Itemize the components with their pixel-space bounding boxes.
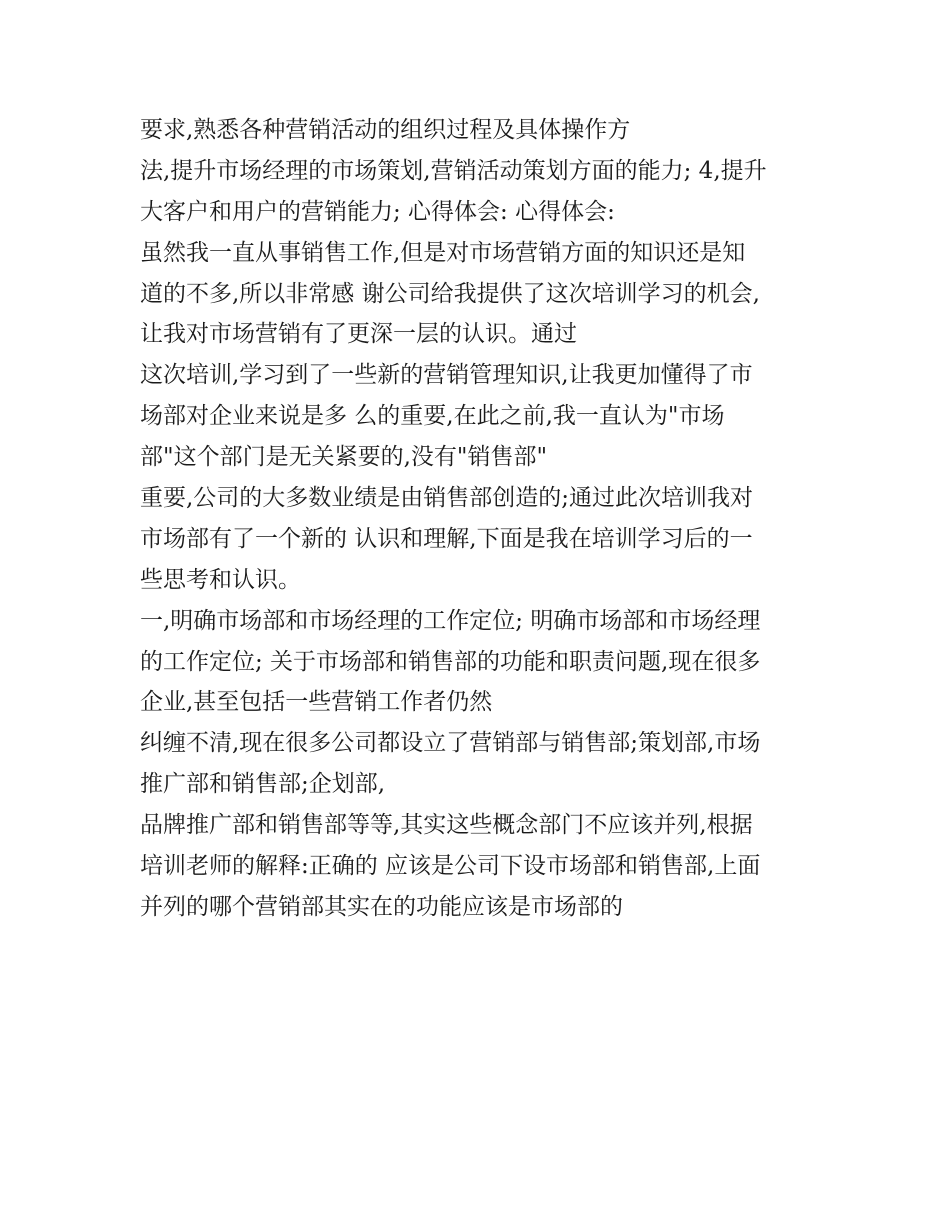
text-line: 品牌推广部和销售部等等,其实这些概念部门不应该并列,根据	[140, 812, 753, 839]
text-line: 部"这个部门是无关紧要的,没有"销售部"	[140, 444, 548, 471]
text-line: 虽然我一直从事销售工作,但是对市场营销方面的知识还是知	[140, 239, 746, 266]
text-line: 市场部有了一个新的 认识和理解,下面是我在培训学习后的一	[140, 525, 753, 552]
text-line: 些思考和认识。	[140, 566, 301, 593]
text-line: 重要,公司的大多数业绩是由销售部创造的;通过此次培训我对	[140, 485, 754, 512]
text-line: 并列的哪个营销部其实在的功能应该是市场部的	[140, 893, 623, 920]
text-line: 要求,熟悉各种营销活动的组织过程及具体操作方	[140, 117, 631, 143]
text-line: 这次培训,学习到了一些新的营销管理知识,让我更加懂得了市	[140, 362, 753, 389]
text-line: 纠缠不清,现在很多公司都设立了营销部与销售部;策划部,市场	[140, 730, 761, 757]
text-line: 企业,甚至包括一些营销工作者仍然	[140, 689, 493, 716]
text-line: 的工作定位; 关于市场部和销售部的功能和职责问题,现在很多	[140, 648, 761, 675]
text-line: 让我对市场营销有了更深一层的认识。通过	[140, 321, 577, 348]
text-line: 培训老师的解释:正确的 应该是公司下设市场部和销售部,上面	[140, 853, 761, 880]
text-line: 一,明确市场部和市场经理的工作定位; 明确市场部和市场经理	[140, 607, 761, 634]
text-line: 道的不多,所以非常感 谢公司给我提供了这次培训学习的机会,	[140, 280, 760, 307]
text-line: 推广部和销售部;企划部,	[140, 771, 386, 798]
text-line: 大客户和用户的营销能力; 心得体会: 心得体会:	[140, 198, 615, 225]
text-line: 场部对企业来说是多 么的重要,在此之前,我一直认为"市场	[140, 403, 725, 430]
text-line: 法,提升市场经理的市场策划,营销活动策划方面的能力; 4,提升	[140, 157, 767, 184]
body-text	[140, 110, 820, 928]
